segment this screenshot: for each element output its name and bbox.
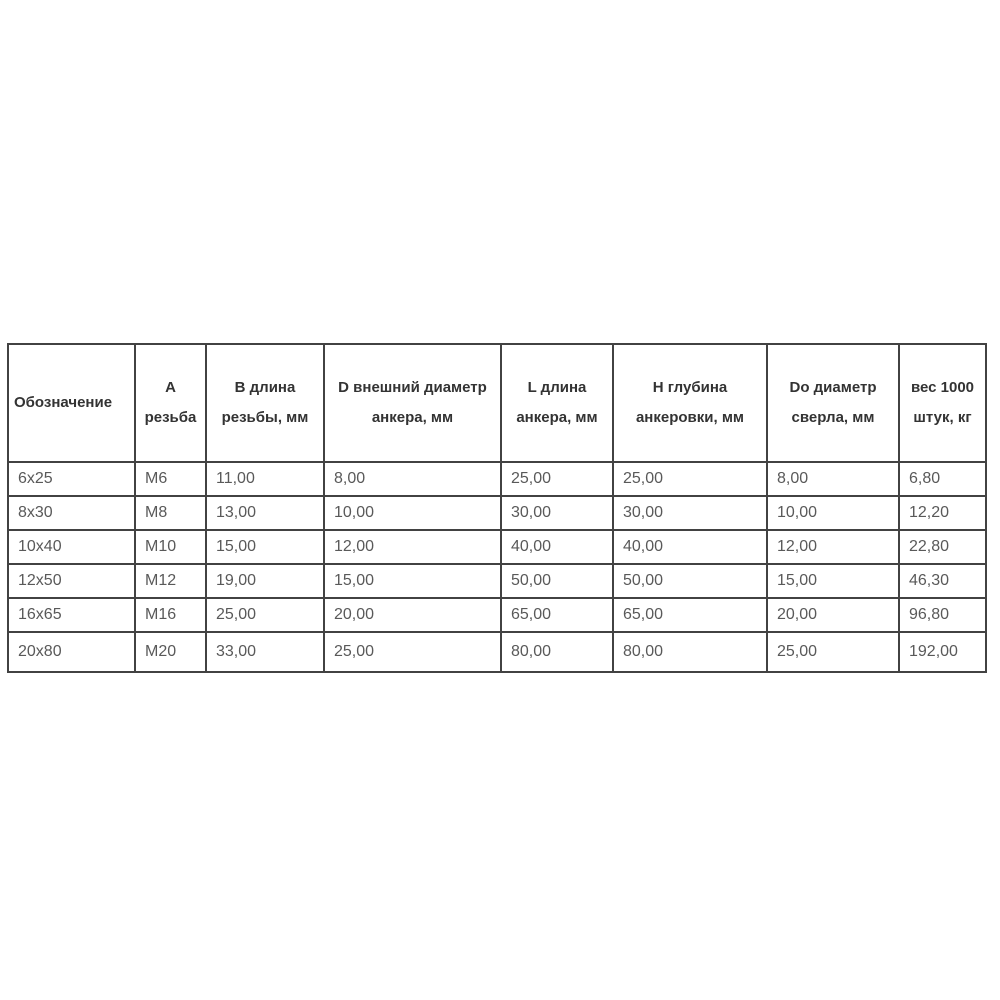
col-header-label: L длина (527, 379, 587, 396)
cell-thread-length: 13,00 (206, 496, 324, 530)
cell-weight: 192,00 (899, 632, 986, 672)
cell-designation: 12x50 (8, 564, 135, 598)
cell-weight: 46,30 (899, 564, 986, 598)
cell-outer-diameter: 8,00 (324, 462, 501, 496)
col-header-label: анкеровки, мм (635, 409, 745, 426)
cell-thread: M6 (135, 462, 206, 496)
cell-anchoring-depth: 80,00 (613, 632, 767, 672)
cell-anchor-length: 30,00 (501, 496, 613, 530)
col-header-label: сверла, мм (791, 409, 875, 426)
table-row (8, 598, 986, 632)
table-row (8, 462, 986, 496)
cell-anchor-length: 25,00 (501, 462, 613, 496)
col-header-label: анкера, мм (371, 409, 454, 426)
cell-anchoring-depth: 40,00 (613, 530, 767, 564)
table-row (8, 530, 986, 564)
col-header-outer-diameter (324, 344, 501, 462)
cell-thread: M8 (135, 496, 206, 530)
cell-anchoring-depth: 25,00 (613, 462, 767, 496)
col-header-label: вес 1000 (910, 379, 975, 396)
cell-anchor-length: 50,00 (501, 564, 613, 598)
cell-drill-diameter: 8,00 (767, 462, 899, 496)
cell-drill-diameter: 25,00 (767, 632, 899, 672)
cell-outer-diameter: 15,00 (324, 564, 501, 598)
col-header-label: резьба (144, 409, 197, 426)
col-header-drill-diameter (767, 344, 899, 462)
col-header-label: Н глубина (652, 379, 728, 396)
cell-outer-diameter: 25,00 (324, 632, 501, 672)
cell-drill-diameter: 10,00 (767, 496, 899, 530)
cell-thread: M12 (135, 564, 206, 598)
cell-drill-diameter: 12,00 (767, 530, 899, 564)
cell-designation: 8x30 (8, 496, 135, 530)
col-header-label: D внешний диаметр (338, 379, 487, 396)
cell-weight: 96,80 (899, 598, 986, 632)
col-header-label: В длина (234, 379, 296, 396)
col-header-label: штук, кг (913, 409, 972, 426)
table-row (8, 632, 986, 672)
col-header-thread (135, 344, 206, 462)
cell-designation: 10x40 (8, 530, 135, 564)
cell-designation: 16x65 (8, 598, 135, 632)
cell-designation: 20x80 (8, 632, 135, 672)
anchor-spec-table-wrap (7, 343, 985, 673)
cell-thread: M10 (135, 530, 206, 564)
cell-drill-diameter: 15,00 (767, 564, 899, 598)
table-row (8, 496, 986, 530)
cell-anchoring-depth: 30,00 (613, 496, 767, 530)
col-header-label: Do диаметр (789, 379, 877, 396)
cell-anchoring-depth: 50,00 (613, 564, 767, 598)
col-header-thread-length (206, 344, 324, 462)
cell-designation: 6x25 (8, 462, 135, 496)
cell-anchoring-depth: 65,00 (613, 598, 767, 632)
cell-anchor-length: 40,00 (501, 530, 613, 564)
table-body (8, 462, 986, 672)
cell-thread-length: 15,00 (206, 530, 324, 564)
col-header-label: А (165, 379, 176, 396)
col-header-anchor-length (501, 344, 613, 462)
table-row (8, 564, 986, 598)
anchor-spec-table (7, 343, 987, 673)
cell-outer-diameter: 12,00 (324, 530, 501, 564)
cell-weight: 6,80 (899, 462, 986, 496)
cell-thread-length: 33,00 (206, 632, 324, 672)
col-header-weight (899, 344, 986, 462)
col-header-label: резьбы, мм (221, 409, 309, 426)
cell-drill-diameter: 20,00 (767, 598, 899, 632)
cell-thread-length: 19,00 (206, 564, 324, 598)
col-header-designation (8, 344, 135, 462)
cell-outer-diameter: 10,00 (324, 496, 501, 530)
cell-weight: 12,20 (899, 496, 986, 530)
cell-outer-diameter: 20,00 (324, 598, 501, 632)
cell-weight: 22,80 (899, 530, 986, 564)
cell-thread-length: 11,00 (206, 462, 324, 496)
table-header (8, 344, 986, 462)
col-header-label: Обозначение (14, 394, 113, 411)
cell-thread: M16 (135, 598, 206, 632)
cell-thread: M20 (135, 632, 206, 672)
cell-thread-length: 25,00 (206, 598, 324, 632)
col-header-anchoring-depth (613, 344, 767, 462)
cell-anchor-length: 80,00 (501, 632, 613, 672)
cell-anchor-length: 65,00 (501, 598, 613, 632)
col-header-label: анкера, мм (516, 409, 598, 426)
header-row (8, 344, 986, 462)
